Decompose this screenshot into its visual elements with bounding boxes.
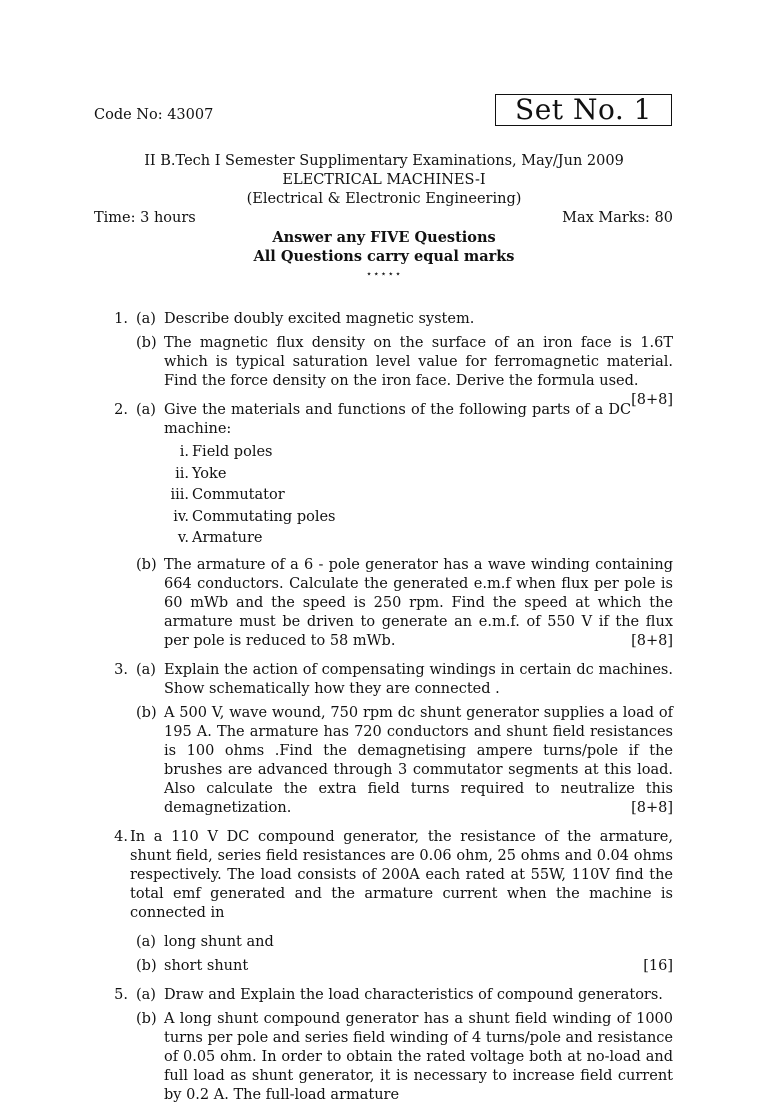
instruction-marks: All Questions carry equal marks: [253, 248, 515, 265]
roman-numeral: v.: [177, 530, 189, 546]
list-item-text: Commutator: [192, 487, 285, 503]
question-part: [0, 401, 768, 551]
question-part: [0, 556, 768, 651]
part-label: (b): [136, 957, 157, 974]
list-item-text: Armature: [192, 530, 263, 546]
question-part: [0, 334, 768, 408]
part-label: (b): [136, 1010, 157, 1027]
roman-numeral: i.: [179, 444, 189, 460]
roman-numeral: ii.: [175, 465, 189, 482]
department: (Electrical & Electronic Engineering): [246, 191, 522, 207]
part-text: long shunt and: [164, 933, 274, 950]
marks-allocation: [8+8]: [631, 392, 673, 408]
list-item-text: Yoke: [192, 465, 227, 482]
question-part: [0, 957, 768, 976]
part-text: Explain the action of compensating windings in certain dc machines. Show schematically how they are connected .: [164, 661, 673, 697]
part-text: Draw and Explain the load characteristics of compound generators.: [164, 986, 663, 1003]
marks-allocation: [8+8]: [631, 632, 673, 649]
question: [0, 310, 768, 408]
part-label: (a): [136, 933, 156, 950]
list-item: [164, 529, 768, 551]
question-text: In a 110 V DC compound generator, the resistance of the armature, shunt field, series field resistances are 0.06 ohm, 25 ohms and 0.04 ohms respectively. The load consists of 200A each rated at 55W, 110V find the total emf generated and the armature current when the machine is connected in: [130, 828, 673, 921]
list-item: [164, 508, 768, 530]
question-number: 4.: [114, 828, 128, 845]
max-marks: Max Marks: 80: [562, 210, 673, 226]
subject-title: ELECTRICAL MACHINES-I: [282, 172, 486, 188]
exam-title: II B.Tech I Semester Supplimentary Examinations, May/Jun 2009: [144, 153, 624, 169]
question-part: [0, 661, 768, 699]
part-label: (b): [136, 556, 157, 573]
question: [0, 986, 768, 1105]
part-text: A 500 V, wave wound, 750 rpm dc shunt generator supplies a load of 195 A. The armature has 720 conductors and shunt field resistances is 100 ohms .Find the demagnetising ampere turns/pole if the brushes are advanced through 3 commutator segments at this load. Also calculate the extra field turns required to neutralize this demagnetization.: [164, 704, 673, 816]
roman-numeral: iii.: [170, 487, 189, 503]
part-text: Give the materials and functions of the following parts of a DC machine:: [164, 402, 632, 437]
part-label: (b): [136, 704, 157, 721]
instruction-answer: Answer any FIVE Questions: [272, 229, 496, 246]
exam-duration: Time: 3 hours: [94, 210, 196, 226]
marks-allocation: [16]: [643, 957, 673, 974]
code-number: Code No: 43007: [94, 107, 214, 123]
part-label: (b): [136, 335, 157, 351]
list-item: [164, 465, 768, 487]
question-number: 1.: [114, 311, 128, 327]
stars-divider: ⋆⋆⋆⋆⋆: [365, 269, 403, 280]
part-text: short shunt: [164, 957, 249, 974]
question: [0, 401, 768, 651]
sub-item-list: [164, 443, 768, 551]
part-text: The magnetic flux density on the surface of an iron face is 1.6T which is typical saturation level value for ferromagnetic material. Find the force density on the iron face. Derive the formula used.: [164, 335, 673, 389]
question-list: [0, 310, 768, 1115]
question-part: [0, 704, 768, 818]
question: [0, 828, 768, 976]
part-label: (a): [136, 986, 156, 1003]
list-item: [164, 443, 768, 465]
set-number-box: Set No. 1: [495, 94, 672, 126]
list-item-text: Field poles: [192, 444, 273, 460]
part-text: The armature of a 6 - pole generator has a wave winding containing 664 conductors. Calculate the generated e.m.f when flux per pole is 60 mWb and the speed is 250 rpm. Find the speed at which the armature must be driven to generate an e.m.f. of 550 V if the flux per pole is reduced to 58 mWb.: [164, 556, 673, 649]
list-item: [164, 486, 768, 508]
part-label: (a): [136, 661, 156, 678]
question-part: [0, 933, 768, 952]
question: [0, 661, 768, 818]
question-number: 5.: [114, 986, 128, 1003]
question-number: 3.: [114, 661, 128, 678]
question-part: [0, 310, 768, 329]
marks-allocation: [8+8]: [631, 799, 673, 816]
part-text: A long shunt compound generator has a shunt field winding of 1000 turns per pole and series field winding of 4 turns/pole and resistance of 0.05 ohm. In order to obtain the rated voltage both at no-load and full load as shunt generator, it is necessary to increase field current by 0.2 A. The full-load armature: [164, 1010, 673, 1103]
question-number: 2.: [114, 402, 128, 418]
part-label: (a): [136, 402, 156, 418]
list-item-text: Commutating poles: [192, 508, 336, 525]
part-label: (a): [136, 311, 156, 327]
roman-numeral: iv.: [173, 508, 189, 525]
part-text: Describe doubly excited magnetic system.: [164, 311, 475, 327]
question-part: [0, 986, 768, 1005]
